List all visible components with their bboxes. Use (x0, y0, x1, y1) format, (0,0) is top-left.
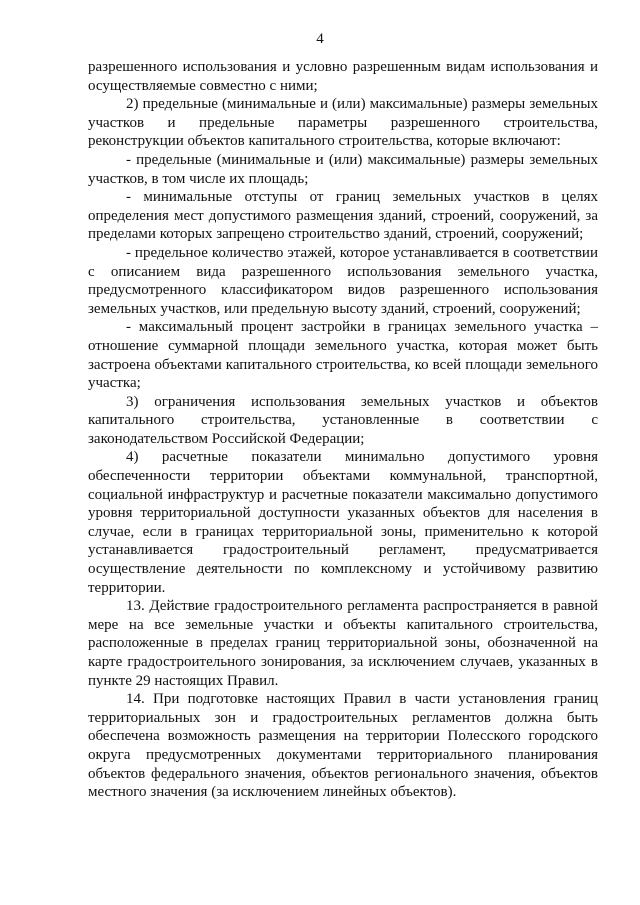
paragraph-bullet-plot-size: - предельные (минимальные и (или) максимальные) размеры земельных участков, в том числе их площадь; (88, 151, 598, 187)
paragraph-section-13: 13. Действие градостроительного регламента распространяется в равной мере на все земельные участки и объекты капитального строительства, расположенные в пределах границ территориальной зоны, обозначенной на карте градостроительного зонирования, за исключением случаев, указанных в пункте 29 настоящих Правил. (88, 598, 598, 689)
paragraph-bullet-coverage: - максимальный процент застройки в границах земельного участка – отношение суммарной площади земельного участка, которая может быть застроена объектами капитального строительства, ко всей площади земельного участка; (88, 319, 598, 392)
page-number: 4 (316, 31, 324, 47)
paragraph-section-14: 14. При подготовке настоящих Правил в части установления границ территориальных зон и градостроительных регламентов должна быть обеспечена возможность размещения на территории Полесского городского округа предусмотренных документами территориального планирования объектов федерального значения, объектов регионального значения, объектов местного значения (за исключением линейных объектов). (88, 691, 598, 801)
paragraph-item-2: 2) предельные (минимальные и (или) максимальные) размеры земельных участков и предельные параметры разрешенного строительства, реконструкции объектов капитального строительства, которые включают: (88, 96, 598, 150)
paragraph-item-3: 3) ограничения использования земельных участков и объектов капитального строительства, установленные в соответствии с законодательством Российской Федерации; (88, 393, 598, 447)
paragraph-bullet-setbacks: - минимальные отступы от границ земельных участков в целях определения мест допустимого размещения зданий, строений, сооружений, за пределами которых запрещено строительство зданий, строений, сооружений; (88, 189, 598, 243)
paragraph-item-4: 4) расчетные показатели минимально допустимого уровня обеспеченности территории объектами коммунальной, транспортной, социальной инфраструктур и расчетные показатели максимально допустимого уровня территориальной доступности указанных объектов для населения в случае, если в границах территориальной зоны, применительно к которой устанавливается градостроительный регламент, предусматривается осуществление деятельности по комплексному и устойчивому развитию территории. (88, 449, 598, 596)
paragraph-continuation: разрешенного использования и условно разрешенным видам использования и осуществляемые совместно с ними; (88, 59, 598, 94)
paragraph-bullet-floors: - предельное количество этажей, которое устанавливается в соответствии с описанием вида разрешенного использования земельного участка, предусмотренного классификатором видов разрешенного использования земельных участков, или предельную высоту зданий, строений, сооружений; (88, 244, 598, 317)
document-body (88, 58, 598, 802)
